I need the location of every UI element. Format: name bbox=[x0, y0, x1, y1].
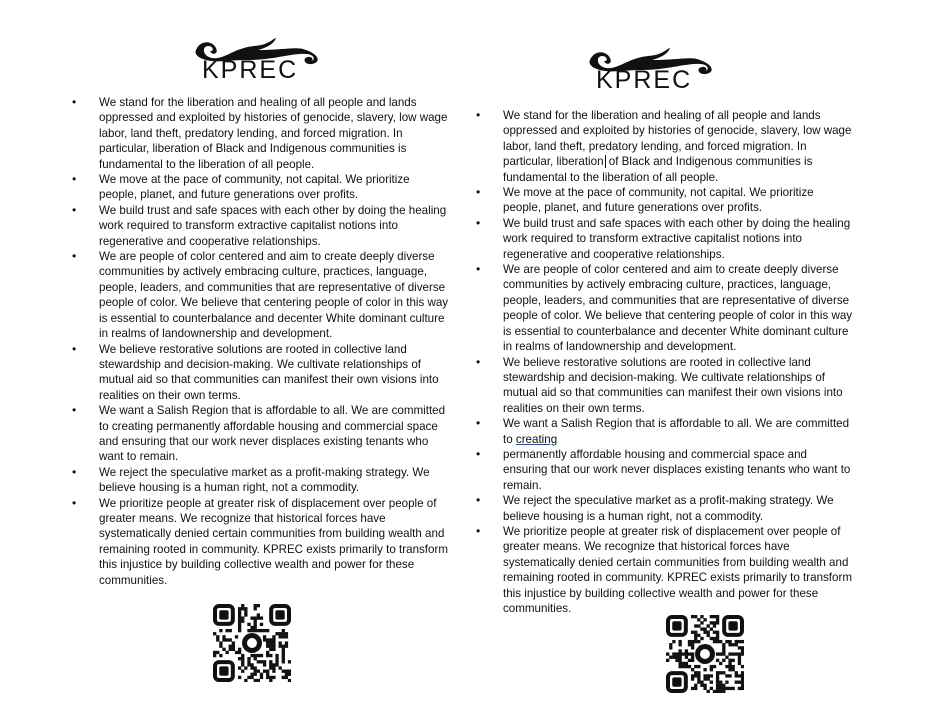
values-list bbox=[99, 95, 449, 588]
list-item[interactable]: • We prioritize people at greater risk of displacement over people of greater means. We recognize that historical forces have systematically denied certain communities from building wealth and remaining rooted in community. KPREC exists primarily to transform this injustice by building collective wealth and power for these communities. bbox=[503, 524, 853, 616]
list-item[interactable] bbox=[503, 416, 853, 447]
list-item[interactable]: • We believe restorative solutions are rooted in collective land stewardship and decision-making. We cultivate relationships of mutual aid so that communities can manifest their own visions into realities on their own terms. bbox=[503, 355, 853, 417]
qr-code-icon bbox=[666, 615, 744, 693]
list-item-text: of Black and Indigenous communities is fundamental to the liberation of all people. bbox=[503, 155, 813, 184]
list-item-text: We want a Salish Region that is affordable to all. We are committed to bbox=[503, 417, 850, 446]
list-item: • We believe restorative solutions are rooted in collective land stewardship and decision-making. We cultivate relationships of mutual aid so that communities can manifest their own visions into realities on their own terms. bbox=[99, 342, 449, 404]
list-item[interactable]: • We move at the pace of community, not capital. We prioritize people, planet, and future generations over profits. bbox=[503, 185, 853, 216]
list-item: • We build trust and safe spaces with each other by doing the healing work required to transform extractive capitalist notions into regenerative and cooperative relationships. bbox=[99, 203, 449, 249]
list-item[interactable]: • We build trust and safe spaces with each other by doing the healing work required to transform extractive capitalist notions into regenerative and cooperative relationships. bbox=[503, 216, 853, 262]
list-item: • We prioritize people at greater risk of displacement over people of greater means. We recognize that historical forces have systematically denied certain communities from building wealth and remaining rooted in community. KPREC exists primarily to transform this injustice by building collective wealth and power for these communities. bbox=[99, 496, 449, 588]
qr-code[interactable] bbox=[213, 604, 291, 682]
list-item[interactable]: • permanently affordable housing and commercial space and ensuring that our work never displaces existing tenants who want to remain. bbox=[503, 447, 853, 493]
qr-code[interactable] bbox=[666, 615, 744, 693]
document-page-right bbox=[470, 0, 929, 720]
kprec-logo bbox=[588, 46, 718, 94]
logo-text: KPREC bbox=[202, 56, 299, 84]
list-item[interactable]: • We are people of color centered and aim to create deeply diverse communities by actively embracing culture, practices, language, people, leaders, and communities that are representative of diverse people of color. We believe that centering people of color in this way is essential to counterbalance and decenter White dominant culture in realms of landownership and development. bbox=[503, 262, 853, 354]
list-item: • We want a Salish Region that is affordable to all. We are committed to creating permanently affordable housing and commercial space and ensuring that our work never displaces existing tenants who want to remain. bbox=[99, 403, 449, 465]
list-item-text: We stand for the liberation and healing of all people and lands oppressed and exploited by histories of genocide, slavery, low wage labor, land theft, predatory lending, and forced migration. In particular, liberation bbox=[503, 109, 852, 169]
spellcheck-word[interactable]: creating bbox=[515, 432, 558, 446]
list-item[interactable]: • We reject the speculative market as a profit-making strategy. We believe housing is a human right, not a commodity. bbox=[503, 493, 853, 524]
list-item: • We are people of color centered and aim to create deeply diverse communities by actively embracing culture, practices, language, people, leaders, and communities that are representative of diverse people of color. We believe that centering people of color in this way is essential to counterbalance and decenter White dominant culture in realms of landownership and development. bbox=[99, 249, 449, 341]
values-list bbox=[503, 108, 853, 616]
list-item: • We stand for the liberation and healing of all people and lands oppressed and exploited by histories of genocide, slavery, low wage labor, land theft, predatory lending, and forced migration. In particular, liberation of Black and Indigenous communities is fundamental to the liberation of all people. bbox=[99, 95, 449, 172]
list-item: • We reject the speculative market as a profit-making strategy. We believe housing is a human right, not a commodity. bbox=[99, 465, 449, 496]
list-item[interactable] bbox=[503, 108, 853, 185]
logo-text: KPREC bbox=[596, 66, 693, 94]
qr-code-icon bbox=[213, 604, 291, 682]
list-item: • We move at the pace of community, not capital. We prioritize people, planet, and future generations over profits. bbox=[99, 172, 449, 203]
kprec-logo bbox=[194, 36, 324, 84]
